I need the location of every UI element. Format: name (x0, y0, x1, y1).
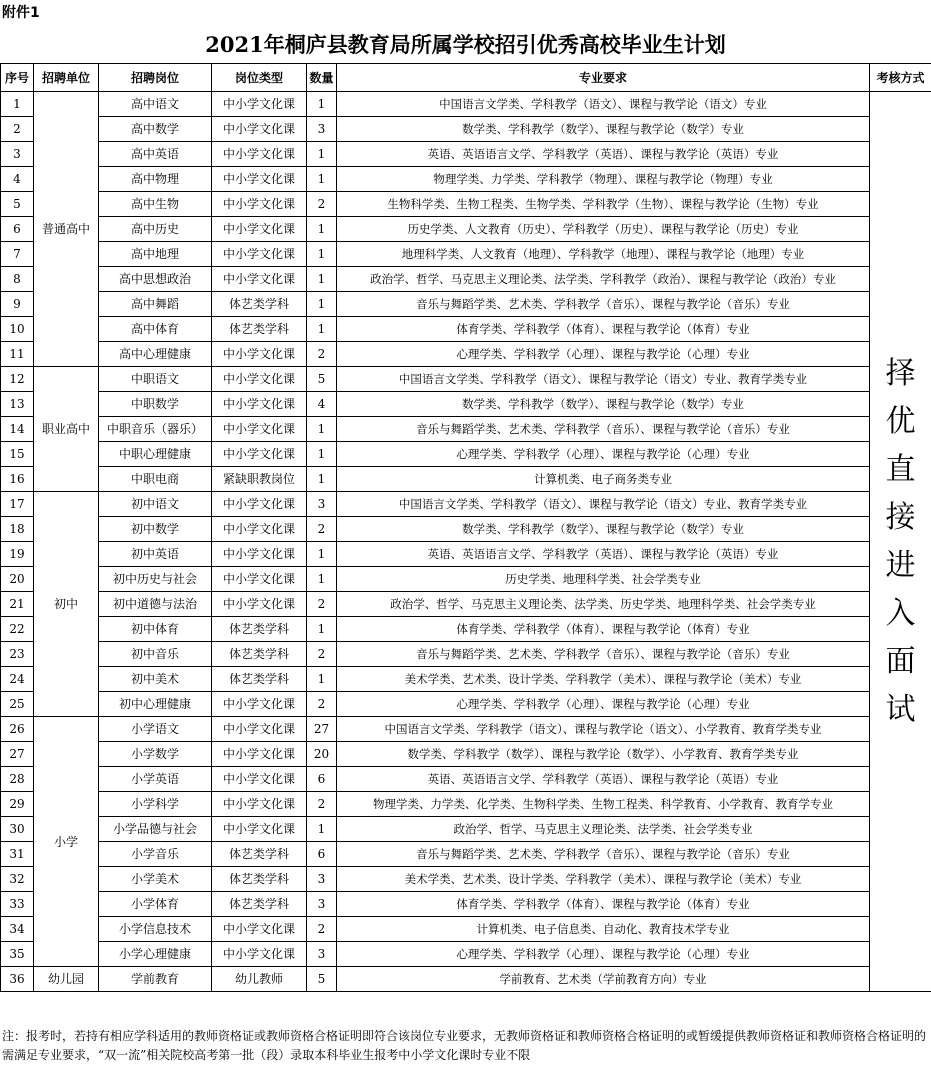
table-row (1, 217, 931, 242)
row-count: 1 (307, 317, 337, 342)
row-type: 中小学文化课 (212, 817, 307, 842)
row-count: 1 (307, 817, 337, 842)
row-post: 高中生物 (99, 192, 212, 217)
row-count: 5 (307, 367, 337, 392)
table-row (1, 92, 931, 117)
row-major: 音乐与舞蹈学类、艺术类、学科教学（音乐）、课程与教学论（音乐）专业 (337, 642, 870, 667)
row-major: 美术学类、艺术类、设计学类、学科教学（美术）、课程与教学论（美术）专业 (337, 867, 870, 892)
row-count: 3 (307, 892, 337, 917)
row-count: 1 (307, 467, 337, 492)
row-post: 小学信息技术 (99, 917, 212, 942)
row-count: 4 (307, 392, 337, 417)
row-post: 高中思想政治 (99, 267, 212, 292)
row-major: 计算机类、电子信息类、自动化、教育技术学专业 (337, 917, 870, 942)
row-type: 中小学文化课 (212, 392, 307, 417)
row-post: 小学心理健康 (99, 942, 212, 967)
row-type: 中小学文化课 (212, 242, 307, 267)
row-type: 紧缺职教岗位 (212, 467, 307, 492)
row-no: 17 (1, 492, 34, 517)
table-header-row (1, 64, 931, 92)
row-count: 2 (307, 342, 337, 367)
row-no: 21 (1, 592, 34, 617)
table-row (1, 117, 931, 142)
table-row (1, 292, 931, 317)
row-type: 体艺类学科 (212, 317, 307, 342)
row-post: 初中美术 (99, 667, 212, 692)
row-type: 中小学文化课 (212, 367, 307, 392)
exam-method (870, 92, 931, 992)
row-count: 3 (307, 492, 337, 517)
table-row (1, 842, 931, 867)
table-row (1, 692, 931, 717)
table-row (1, 967, 931, 992)
row-no: 14 (1, 417, 34, 442)
row-no: 24 (1, 667, 34, 692)
table-row (1, 417, 931, 442)
row-type: 体艺类学科 (212, 292, 307, 317)
row-no: 29 (1, 792, 34, 817)
row-major: 物理学类、力学类、学科教学（物理）、课程与教学论（物理）专业 (337, 167, 870, 192)
row-count: 3 (307, 117, 337, 142)
row-type: 中小学文化课 (212, 692, 307, 717)
row-major: 英语、英语语言文学、学科教学（英语）、课程与教学论（英语）专业 (337, 767, 870, 792)
unit-name: 小学 (34, 717, 99, 967)
table-row (1, 592, 931, 617)
row-type: 中小学文化课 (212, 167, 307, 192)
row-type: 中小学文化课 (212, 217, 307, 242)
row-count: 2 (307, 642, 337, 667)
row-post: 高中语文 (99, 92, 212, 117)
row-no: 6 (1, 217, 34, 242)
row-major: 英语、英语语言文学、学科教学（英语）、课程与教学论（英语）专业 (337, 142, 870, 167)
attachment-label: 附件1 (2, 5, 40, 21)
row-post: 小学语文 (99, 717, 212, 742)
row-count: 2 (307, 192, 337, 217)
row-post: 小学英语 (99, 767, 212, 792)
row-post: 小学数学 (99, 742, 212, 767)
row-count: 1 (307, 567, 337, 592)
row-count: 2 (307, 692, 337, 717)
row-no: 8 (1, 267, 34, 292)
row-type: 中小学文化课 (212, 767, 307, 792)
row-count: 1 (307, 617, 337, 642)
row-post: 小学音乐 (99, 842, 212, 867)
row-post: 中职数学 (99, 392, 212, 417)
row-major: 中国语言文学类、学科教学（语文）、课程与教学论（语文）专业、教育学类专业 (337, 367, 870, 392)
table-row (1, 892, 931, 917)
row-post: 小学体育 (99, 892, 212, 917)
row-no: 25 (1, 692, 34, 717)
table-row (1, 442, 931, 467)
row-post: 高中舞蹈 (99, 292, 212, 317)
row-count: 2 (307, 592, 337, 617)
row-no: 31 (1, 842, 34, 867)
row-post: 初中历史与社会 (99, 567, 212, 592)
row-count: 1 (307, 542, 337, 567)
row-major: 政治学、哲学、马克思主义理论类、法学类、学科教学（政治）、课程与教学论（政治）专业 (337, 267, 870, 292)
header-type: 岗位类型 (212, 64, 307, 92)
table-row (1, 542, 931, 567)
row-count: 6 (307, 842, 337, 867)
row-no: 30 (1, 817, 34, 842)
row-type: 中小学文化课 (212, 342, 307, 367)
row-count: 5 (307, 967, 337, 992)
table-row (1, 917, 931, 942)
table-row (1, 667, 931, 692)
row-post: 初中数学 (99, 517, 212, 542)
table-row (1, 167, 931, 192)
table-row (1, 567, 931, 592)
row-count: 27 (307, 717, 337, 742)
table-row (1, 317, 931, 342)
row-type: 中小学文化课 (212, 942, 307, 967)
row-no: 10 (1, 317, 34, 342)
row-no: 2 (1, 117, 34, 142)
row-type: 中小学文化课 (212, 492, 307, 517)
unit-name: 普通高中 (34, 92, 99, 367)
row-no: 26 (1, 717, 34, 742)
row-post: 高中英语 (99, 142, 212, 167)
row-no: 5 (1, 192, 34, 217)
row-type: 中小学文化课 (212, 92, 307, 117)
row-count: 2 (307, 517, 337, 542)
table-row (1, 792, 931, 817)
row-major: 音乐与舞蹈学类、艺术类、学科教学（音乐）、课程与教学论（音乐）专业 (337, 417, 870, 442)
row-no: 4 (1, 167, 34, 192)
row-post: 中职电商 (99, 467, 212, 492)
exam-method-text: 择优直接进入面试 (885, 355, 916, 727)
row-type: 幼儿教师 (212, 967, 307, 992)
row-post: 初中体育 (99, 617, 212, 642)
table-body (1, 92, 931, 992)
row-major: 中国语言文学类、学科教学（语文）、课程与教学论（语文）、小学教育、教育学类专业 (337, 717, 870, 742)
table-row (1, 942, 931, 967)
table-row (1, 717, 931, 742)
row-count: 20 (307, 742, 337, 767)
row-major: 政治学、哲学、马克思主义理论类、法学类、社会学类专业 (337, 817, 870, 842)
row-major: 数学类、学科教学（数学）、课程与教学论（数学）专业 (337, 392, 870, 417)
unit-name: 幼儿园 (34, 967, 99, 992)
row-type: 体艺类学科 (212, 867, 307, 892)
row-major: 心理学类、学科教学（心理）、课程与教学论（心理）专业 (337, 442, 870, 467)
row-type: 体艺类学科 (212, 617, 307, 642)
row-major: 数学类、学科教学（数学）、课程与教学论（数学）专业 (337, 517, 870, 542)
row-major: 历史学类、人文教育（历史）、学科教学（历史）、课程与教学论（历史）专业 (337, 217, 870, 242)
header-no: 序号 (1, 64, 34, 92)
recruitment-table (0, 63, 931, 992)
row-type: 中小学文化课 (212, 792, 307, 817)
row-no: 7 (1, 242, 34, 267)
table-row (1, 767, 931, 792)
row-type: 中小学文化课 (212, 567, 307, 592)
table-row (1, 392, 931, 417)
row-post: 中职音乐（器乐） (99, 417, 212, 442)
header-post: 招聘岗位 (99, 64, 212, 92)
row-major: 心理学类、学科教学（心理）、课程与教学论（心理）专业 (337, 692, 870, 717)
row-post: 高中地理 (99, 242, 212, 267)
table-row (1, 342, 931, 367)
table-row (1, 492, 931, 517)
table-row (1, 517, 931, 542)
row-no: 35 (1, 942, 34, 967)
row-major: 历史学类、地理科学类、社会学类专业 (337, 567, 870, 592)
row-count: 6 (307, 767, 337, 792)
row-no: 9 (1, 292, 34, 317)
row-major: 学前教育、艺术类（学前教育方向）专业 (337, 967, 870, 992)
row-no: 16 (1, 467, 34, 492)
row-post: 学前教育 (99, 967, 212, 992)
row-major: 心理学类、学科教学（心理）、课程与教学论（心理）专业 (337, 942, 870, 967)
header-count: 数量 (307, 64, 337, 92)
row-post: 高中物理 (99, 167, 212, 192)
row-major: 音乐与舞蹈学类、艺术类、学科教学（音乐）、课程与教学论（音乐）专业 (337, 842, 870, 867)
table-row (1, 192, 931, 217)
row-no: 36 (1, 967, 34, 992)
row-major: 数学类、学科教学（数学）、课程与教学论（数学）、小学教育、教育学类专业 (337, 742, 870, 767)
row-post: 小学品德与社会 (99, 817, 212, 842)
row-count: 1 (307, 417, 337, 442)
row-count: 1 (307, 217, 337, 242)
row-major: 心理学类、学科教学（心理）、课程与教学论（心理）专业 (337, 342, 870, 367)
header-major: 专业要求 (337, 64, 870, 92)
row-count: 1 (307, 442, 337, 467)
row-major: 政治学、哲学、马克思主义理论类、法学类、历史学类、地理科学类、社会学类专业 (337, 592, 870, 617)
row-post: 中职语文 (99, 367, 212, 392)
header-exam: 考核方式 (870, 64, 931, 92)
row-no: 18 (1, 517, 34, 542)
page-title: 2021年桐庐县教育局所属学校招引优秀高校毕业生计划 (205, 32, 726, 57)
row-type: 中小学文化课 (212, 142, 307, 167)
row-no: 20 (1, 567, 34, 592)
row-post: 高中心理健康 (99, 342, 212, 367)
row-post: 初中道德与法治 (99, 592, 212, 617)
row-major: 中国语言文学类、学科教学（语文）、课程与教学论（语文）专业、教育学类专业 (337, 492, 870, 517)
row-count: 1 (307, 167, 337, 192)
row-post: 小学科学 (99, 792, 212, 817)
row-post: 中职心理健康 (99, 442, 212, 467)
row-count: 2 (307, 792, 337, 817)
unit-name: 职业高中 (34, 367, 99, 492)
row-type: 中小学文化课 (212, 442, 307, 467)
row-count: 1 (307, 242, 337, 267)
row-post: 初中音乐 (99, 642, 212, 667)
row-type: 中小学文化课 (212, 592, 307, 617)
row-type: 中小学文化课 (212, 117, 307, 142)
row-no: 11 (1, 342, 34, 367)
row-no: 33 (1, 892, 34, 917)
row-count: 3 (307, 867, 337, 892)
row-type: 体艺类学科 (212, 642, 307, 667)
table-row (1, 242, 931, 267)
row-type: 中小学文化课 (212, 717, 307, 742)
row-type: 中小学文化课 (212, 517, 307, 542)
row-count: 3 (307, 942, 337, 967)
row-count: 1 (307, 92, 337, 117)
table-row (1, 267, 931, 292)
table-row (1, 617, 931, 642)
row-no: 22 (1, 617, 34, 642)
row-post: 高中体育 (99, 317, 212, 342)
footnote: 注：报考时，若持有相应学科适用的教师资格证或教师资格合格证明即符合该岗位专业要求，无教师资格证和教师资格合格证明的或暂缓提供教师资格证和教师资格合格证明的需满足专业要求，“双一流”相关院校高考第一批（段）录取本科毕业生报考中小学文化课时专业不限 (2, 1029, 927, 1062)
row-major: 物理学类、力学类、化学类、生物科学类、生物工程类、科学教育、小学教育、教育学专业 (337, 792, 870, 817)
row-major: 体育学类、学科教学（体育）、课程与教学论（体育）专业 (337, 892, 870, 917)
row-count: 2 (307, 917, 337, 942)
row-post: 初中语文 (99, 492, 212, 517)
row-major: 音乐与舞蹈学类、艺术类、学科教学（音乐）、课程与教学论（音乐）专业 (337, 292, 870, 317)
row-post: 初中心理健康 (99, 692, 212, 717)
row-major: 美术学类、艺术类、设计学类、学科教学（美术）、课程与教学论（美术）专业 (337, 667, 870, 692)
row-type: 体艺类学科 (212, 892, 307, 917)
row-count: 1 (307, 667, 337, 692)
table-row (1, 867, 931, 892)
row-no: 1 (1, 92, 34, 117)
row-major: 数学类、学科教学（数学）、课程与教学论（数学）专业 (337, 117, 870, 142)
row-major: 中国语言文学类、学科教学（语文）、课程与教学论（语文）专业 (337, 92, 870, 117)
row-count: 1 (307, 142, 337, 167)
table-row (1, 367, 931, 392)
row-count: 1 (307, 267, 337, 292)
row-type: 中小学文化课 (212, 267, 307, 292)
row-type: 体艺类学科 (212, 667, 307, 692)
row-no: 13 (1, 392, 34, 417)
row-type: 体艺类学科 (212, 842, 307, 867)
row-no: 27 (1, 742, 34, 767)
row-major: 计算机类、电子商务类专业 (337, 467, 870, 492)
row-post: 初中英语 (99, 542, 212, 567)
row-no: 28 (1, 767, 34, 792)
row-major: 地理科学类、人文教育（地理）、学科教学（地理）、课程与教学论（地理）专业 (337, 242, 870, 267)
row-no: 32 (1, 867, 34, 892)
table-row (1, 642, 931, 667)
row-major: 英语、英语语言文学、学科教学（英语）、课程与教学论（英语）专业 (337, 542, 870, 567)
table-row (1, 142, 931, 167)
row-major: 生物科学类、生物工程类、生物学类、学科教学（生物）、课程与教学论（生物）专业 (337, 192, 870, 217)
row-major: 体育学类、学科教学（体育）、课程与教学论（体育）专业 (337, 317, 870, 342)
row-count: 1 (307, 292, 337, 317)
row-no: 15 (1, 442, 34, 467)
unit-name: 初中 (34, 492, 99, 717)
header-unit: 招聘单位 (34, 64, 99, 92)
row-no: 34 (1, 917, 34, 942)
table-row (1, 467, 931, 492)
row-no: 19 (1, 542, 34, 567)
row-type: 中小学文化课 (212, 417, 307, 442)
row-no: 23 (1, 642, 34, 667)
row-post: 小学美术 (99, 867, 212, 892)
row-post: 高中历史 (99, 217, 212, 242)
row-type: 中小学文化课 (212, 192, 307, 217)
row-no: 12 (1, 367, 34, 392)
row-no: 3 (1, 142, 34, 167)
table-row (1, 817, 931, 842)
table-row (1, 742, 931, 767)
row-type: 中小学文化课 (212, 542, 307, 567)
row-major: 体育学类、学科教学（体育）、课程与教学论（体育）专业 (337, 617, 870, 642)
row-post: 高中数学 (99, 117, 212, 142)
row-type: 中小学文化课 (212, 917, 307, 942)
row-type: 中小学文化课 (212, 742, 307, 767)
